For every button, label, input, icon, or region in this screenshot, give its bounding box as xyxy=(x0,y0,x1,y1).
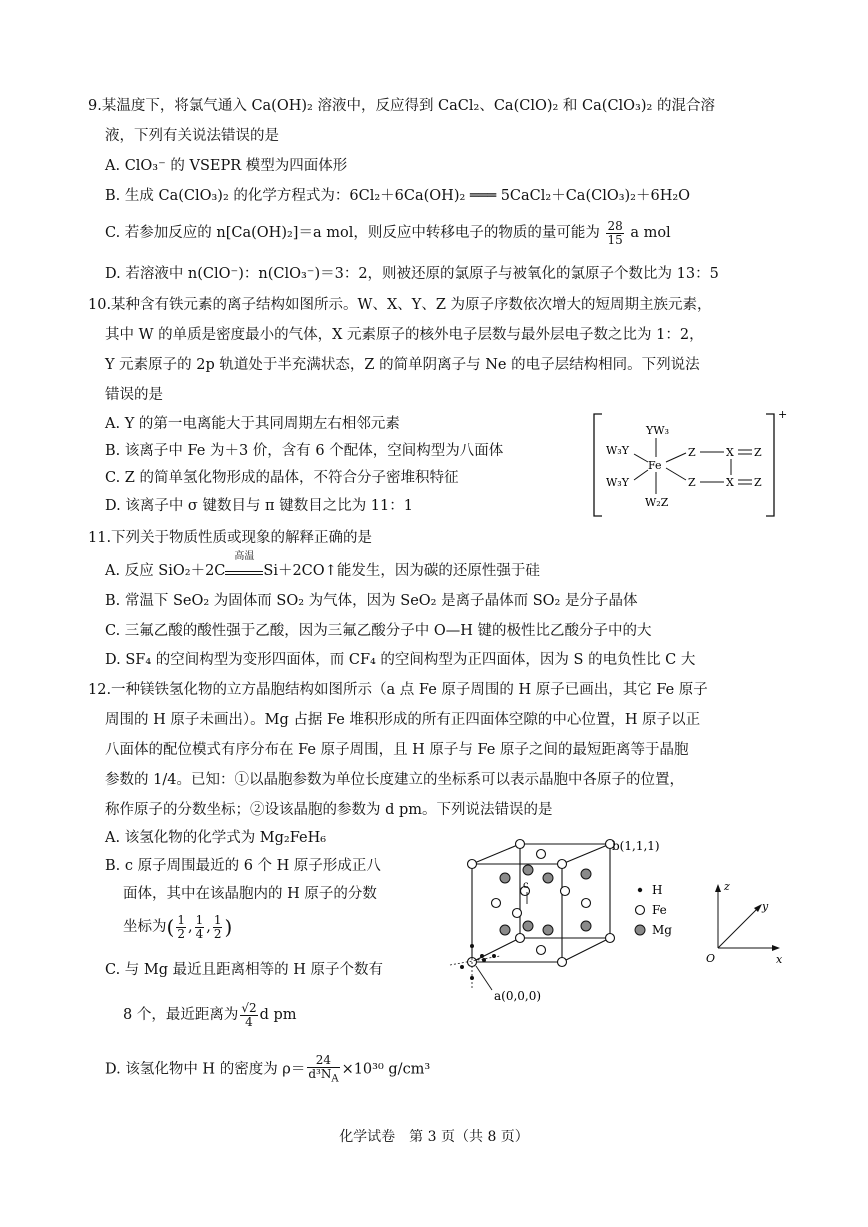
q9-option-a: A. ClO₃⁻ 的 VSEPR 模型为四面体形 xyxy=(105,158,348,174)
atom-zr1: Z xyxy=(754,446,762,459)
q11-option-c: C. 三氟乙酸的酸性强于乙酸，因为三氟乙酸分子中 O—H 键的极性比乙酸分子中的大 xyxy=(105,623,652,639)
q12-stem-line3: 八面体的配位模式有序分布在 Fe 原子周围，且 H 原子与 Fe 原子之间的最短距离等于晶胞 xyxy=(105,742,689,758)
denominator-subscript: A xyxy=(331,1072,339,1084)
q11-option-a-products: Si＋2CO↑能发生，因为碳的还原性强于硅 xyxy=(263,563,540,579)
mg-atom xyxy=(543,873,553,883)
q11-option-d: D. SF₄ 的空间构型为变形四面体，而 CF₄ 的空间构型为正四面体，因为 S 的电负性比 C 大 xyxy=(105,652,696,668)
fe-atom xyxy=(558,958,567,967)
mg-atom xyxy=(581,869,591,879)
fe-atom xyxy=(561,887,570,896)
q12-option-d-fraction xyxy=(307,1054,339,1084)
crystal-cell-figure xyxy=(440,830,800,1010)
label-b: b(1,1,1) xyxy=(612,839,660,853)
fraction-denominator: 4 xyxy=(195,926,204,941)
cube-edge-tl xyxy=(472,844,520,864)
legend-fe-label: Fe xyxy=(652,903,667,917)
fe-atom xyxy=(537,946,546,955)
fe-atom xyxy=(492,899,501,908)
legend-h-label: H xyxy=(652,883,663,897)
q10-option-a: A. Y 的第一电离能大于其同周期左右相邻元素 xyxy=(105,416,400,432)
legend-fe-symbol xyxy=(636,906,645,915)
q12-option-c-fraction xyxy=(240,1002,257,1028)
ligand-w2z: W₂Z xyxy=(645,496,669,509)
mg-atom xyxy=(500,925,510,935)
q11-option-a xyxy=(105,551,540,580)
bond-fe-z1 xyxy=(666,453,686,462)
fraction-numerator: √2 xyxy=(241,1001,257,1015)
q11-option-a-reactants: A. 反应 SiO₂＋2C xyxy=(105,563,226,579)
axis-origin-label: O xyxy=(706,952,716,965)
q12-option-b-line2: 面体，其中在该晶胞内的 H 原子的分数 xyxy=(123,886,377,902)
q12-option-c-unit: d pm xyxy=(259,1007,297,1024)
axis-z-label: z xyxy=(724,880,730,893)
coord-fraction-3 xyxy=(213,914,223,940)
fraction-denominator: 2 xyxy=(177,926,185,941)
q10-option-b: B. 该离子中 Fe 为＋3 价，含有 6 个配体，空间构型为八面体 xyxy=(105,443,504,459)
ligand-yw3-top: YW₃ xyxy=(646,424,669,437)
ion-charge: + xyxy=(778,410,788,421)
legend-h-symbol xyxy=(638,888,642,892)
ion-structure-figure xyxy=(590,410,790,520)
q12-stem-line4: 参数的 1/4。已知：①以晶胞参数为单位长度建立的坐标系可以表示晶胞中各原子的位置， xyxy=(105,772,684,788)
axis-x-arrow xyxy=(772,945,780,951)
fe-atom xyxy=(468,860,477,869)
q12-option-a: A. 该氢化物的化学式为 Mg₂FeH₆ xyxy=(105,830,327,846)
central-fe: Fe xyxy=(648,459,662,472)
label-c: c xyxy=(523,880,529,891)
cube-edge-tr xyxy=(562,844,610,864)
atom-zr2: Z xyxy=(754,476,762,489)
q9-stem-line1: 9.某温度下，将氯气通入 Ca(OH)₂ 溶液中，反应得到 CaCl₂、Ca(ClO)₂ 和 Ca(ClO₃)₂ 的混合溶 xyxy=(88,98,715,114)
q10-stem-line4: 错误的是 xyxy=(105,387,163,403)
q9-option-c-text: C. 若参加反应的 n[Ca(OH)₂]＝a mol，则反应中转移电子的物质的量可能为 xyxy=(105,225,600,242)
fraction-denominator: 2 xyxy=(213,926,222,941)
q11-stem: 11.下列关于物质性质或现象的解释正确的是 xyxy=(88,530,373,546)
coord-fraction-1 xyxy=(176,914,186,940)
atom-z1: Z xyxy=(688,446,696,459)
q12-stem-line2: 周围的 H 原子未画出）。Mg 占据 Fe 堆积形成的所有正四面体空隙的中心位置，H 原子以正 xyxy=(105,712,701,728)
fraction-numerator: 1 xyxy=(213,913,222,927)
q9-option-b: B. 生成 Ca(ClO₃)₂ 的化学方程式为：6Cl₂＋6Ca(OH)₂ ═══ 5CaCl₂＋Ca(ClO₃)₂＋6H₂O xyxy=(105,188,691,204)
q12-option-c-text: 8 个，最近距离为 xyxy=(123,1007,239,1024)
q12-option-b-coord-label: 坐标为 xyxy=(123,919,167,936)
fe-atom xyxy=(582,899,591,908)
q10-stem-line1: 10.某种含有铁元素的离子结构如图所示。W、X、Y、Z 为原子序数依次增大的短周期主族元素， xyxy=(88,297,712,313)
denominator-main: d³N xyxy=(308,1066,332,1081)
fraction-denominator: 15 xyxy=(607,232,623,247)
fe-atom xyxy=(558,860,567,869)
q10-option-c: C. Z 的简单氢化物形成的晶体，不符合分子密堆积特征 xyxy=(105,470,459,486)
axis-y-line xyxy=(718,908,758,948)
ligand-w3y-2: W₃Y xyxy=(606,476,629,489)
fe-atom xyxy=(606,934,615,943)
q11-option-b: B. 常温下 SeO₂ 为固体而 SO₂ 为气体，因为 SeO₂ 是离子晶体而 SO₂ 是分子晶体 xyxy=(105,593,638,609)
q12-option-c-line2 xyxy=(123,1002,297,1028)
bond-fe-left1 xyxy=(634,454,648,462)
fe-atoms xyxy=(468,840,615,967)
legend-mg-label: Mg xyxy=(652,923,672,937)
axis-z-arrow xyxy=(715,884,721,892)
axis-y-label: y xyxy=(762,900,769,913)
q12-option-d-text: D. 该氢化物中 H 的密度为 ρ＝ xyxy=(105,1061,306,1078)
q12-stem-line1: 12.一种镁铁氢化物的立方晶胞结构如图所示（a 点 Fe 原子周围的 H 原子已画出，其它 Fe 原子 xyxy=(88,682,708,698)
atom-z2: Z xyxy=(688,476,696,489)
axis-x-label: x xyxy=(776,953,783,966)
q9-option-c-unit: a mol xyxy=(630,225,671,242)
q9-option-c xyxy=(105,220,671,246)
reaction-arrow xyxy=(225,551,263,575)
cube-edge-br xyxy=(562,938,610,962)
label-a: a(0,0,0) xyxy=(494,989,542,1003)
fraction-denominator xyxy=(307,1068,339,1085)
paren-close: ) xyxy=(224,915,233,940)
q10-option-d: D. 该离子中 σ 键数目与 π 键数目之比为 11：1 xyxy=(105,498,413,514)
fe-atom xyxy=(513,909,522,918)
equals-sign xyxy=(225,571,263,575)
q9-stem-line2: 液，下列有关说法错误的是 xyxy=(105,128,279,144)
fe-atom xyxy=(516,840,525,849)
mg-atom xyxy=(581,921,591,931)
coord-fraction-2 xyxy=(195,914,205,940)
q12-option-b-line3: 坐标为( $\frac{1}{2}$ , $\frac{1}{4}$ , $\frac{1}{2}$ ) xyxy=(123,913,233,941)
mg-atom xyxy=(500,873,510,883)
fraction-numerator: 28 xyxy=(607,219,623,233)
left-bracket xyxy=(594,414,602,516)
ligand-w3y-1: W₃Y xyxy=(606,444,629,457)
mg-atom xyxy=(543,925,553,935)
atom-x1: X xyxy=(726,446,734,459)
bond-fe-z2 xyxy=(666,468,686,480)
q10-stem-line2: 其中 W 的单质是密度最小的气体，X 元素原子的核外电子层数与最外层电子数之比为 1：2， xyxy=(105,327,704,343)
reaction-condition: 高温 xyxy=(234,551,255,562)
fraction-denominator: 4 xyxy=(245,1014,253,1029)
q12-option-d-unit: ×10³⁰ g/cm³ xyxy=(341,1061,431,1078)
q9-option-c-fraction xyxy=(606,220,623,246)
q12-option-b-line1: B. c 原子周围最近的 6 个 H 原子形成正八 xyxy=(105,858,381,874)
fraction-numerator: 24 xyxy=(307,1054,339,1068)
fraction-numerator: 1 xyxy=(195,913,204,927)
q12-option-c-line1: C. 与 Mg 最近且距离相等的 H 原子个数有 xyxy=(105,962,384,978)
fe-atom xyxy=(516,934,525,943)
q12-stem-line5: 称作原子的分数坐标；②设该晶胞的参数为 d pm。下列说法错误的是 xyxy=(105,802,553,818)
mg-atoms xyxy=(500,865,591,935)
mg-atom xyxy=(523,921,533,931)
fe-atom xyxy=(537,850,546,859)
bond-fe-left2 xyxy=(634,470,648,480)
atom-x2: X xyxy=(726,476,734,489)
fraction-numerator: 1 xyxy=(177,913,185,927)
paren-open: ( xyxy=(166,915,175,940)
q10-stem-line3: Y 元素原子的 2p 轨道处于半充满状态，Z 的简单阴离子与 Ne 的电子层结构相同。下列说法 xyxy=(105,357,700,373)
h-atom xyxy=(460,965,464,969)
q12-option-d xyxy=(105,1054,430,1084)
right-bracket xyxy=(766,414,774,516)
page-footer: 化学试卷 第 3 页（共 8 页） xyxy=(339,1129,529,1145)
cube-edge-bl xyxy=(472,938,520,962)
h-atom xyxy=(480,954,484,958)
a-pointer xyxy=(476,966,492,990)
h-atom xyxy=(482,958,486,962)
q9-option-d: D. 若溶液中 n(ClO⁻)：n(ClO₃⁻)＝3：2，则被还原的氯原子与被氧化的氯原子个数比为 13：5 xyxy=(105,266,719,282)
legend-mg-symbol xyxy=(635,925,645,935)
mg-atom xyxy=(523,865,533,875)
